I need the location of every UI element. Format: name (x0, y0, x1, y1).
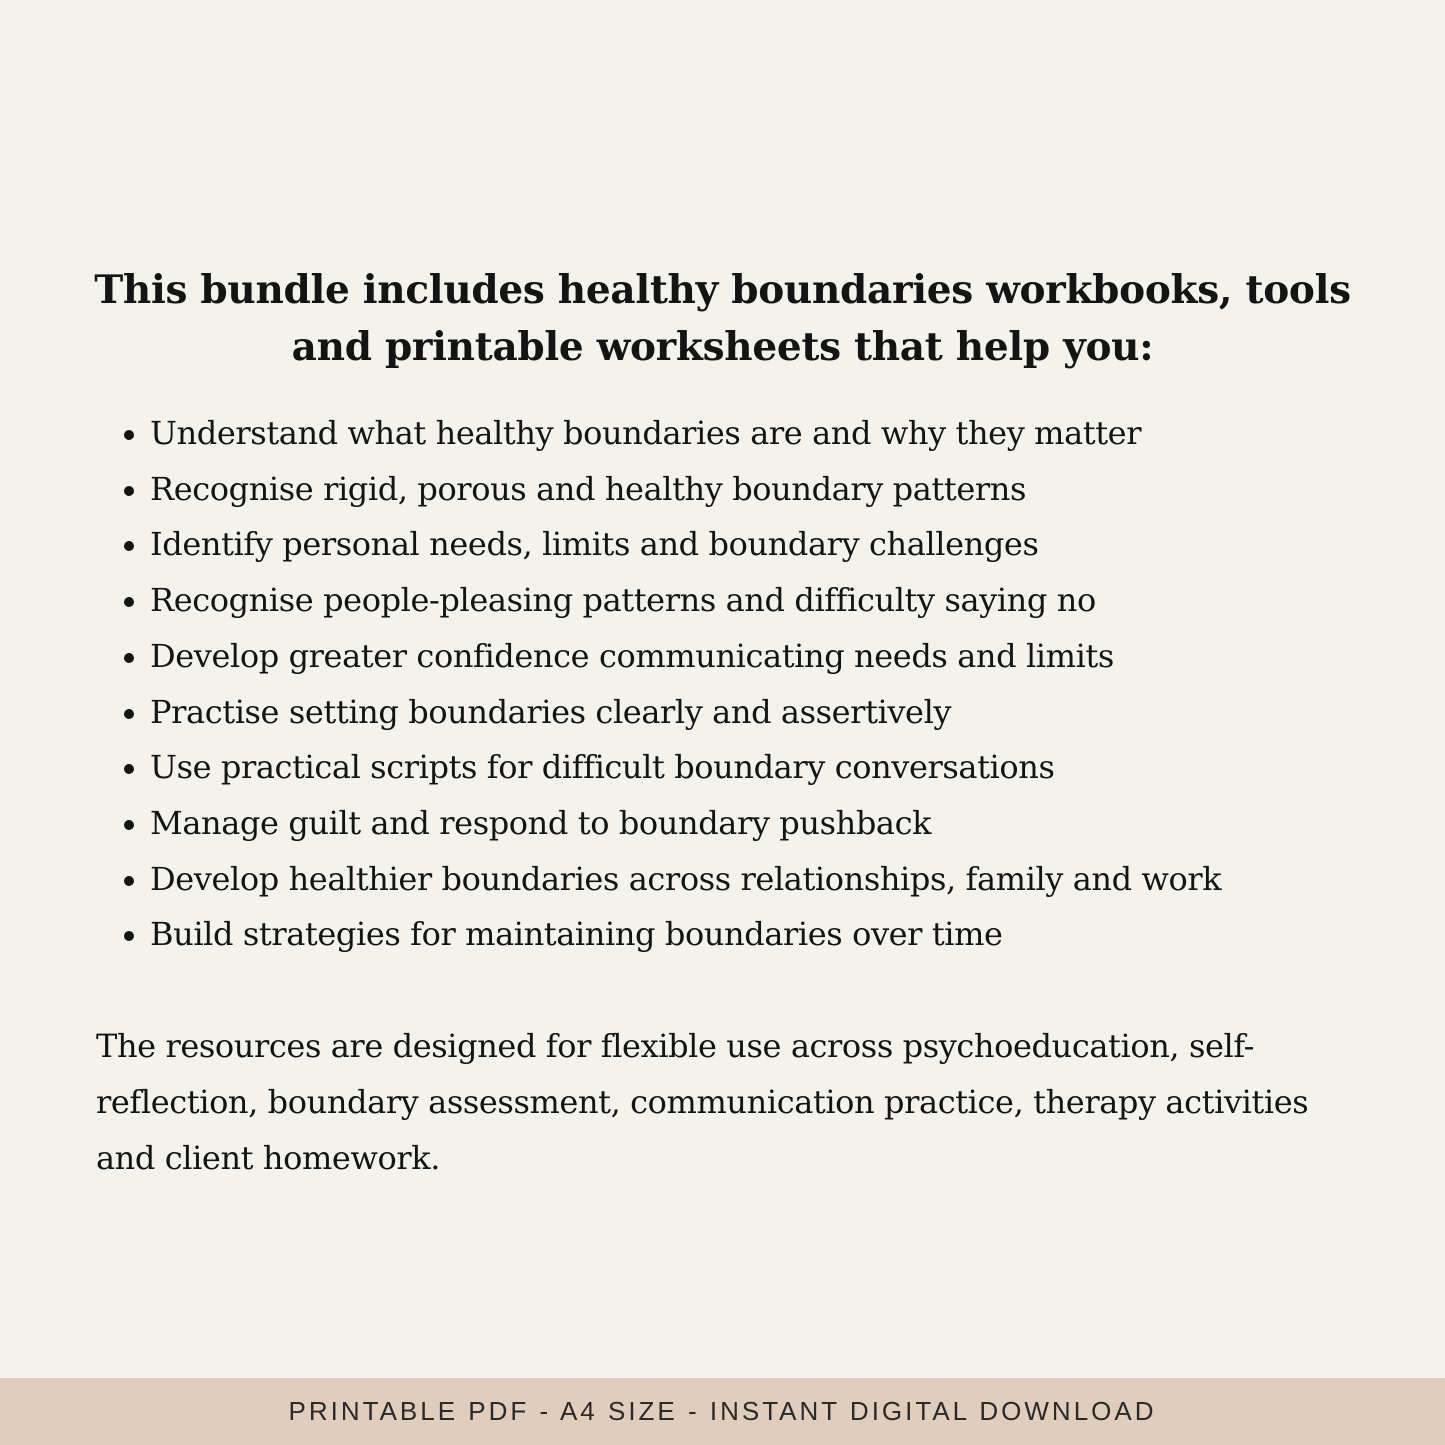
list-item-text: Recognise rigid, porous and healthy boundary patterns (150, 469, 1027, 508)
bullet-icon (124, 820, 134, 830)
heading-line-2: and printable worksheets that help you: (291, 324, 1154, 370)
paragraph-line-1: The resources are designed for flexible use across psychoeducation, self- (96, 1027, 1255, 1065)
bullet-icon (124, 597, 134, 607)
heading-line-1: This bundle includes healthy boundaries workbooks, tools (94, 267, 1351, 313)
bullet-icon (124, 709, 134, 719)
page-heading (60, 262, 1385, 376)
list-item-text: Identify personal needs, limits and boundary challenges (150, 525, 1039, 564)
list-item (150, 629, 1221, 685)
list-item (150, 907, 1221, 963)
list-item (150, 517, 1221, 573)
list-item (150, 462, 1221, 518)
list-item-text: Practise setting boundaries clearly and assertively (150, 692, 952, 731)
bullet-icon (124, 764, 134, 774)
list-item (150, 852, 1221, 908)
list-item-text: Develop greater confidence communicating needs and limits (150, 636, 1114, 675)
list-item-text: Understand what healthy boundaries are and why they matter (150, 414, 1142, 452)
list-item-text: Develop healthier boundaries across relationships, family and work (150, 859, 1222, 898)
list-item (150, 685, 1221, 741)
benefits-list (150, 406, 1221, 963)
bullet-icon (124, 876, 134, 886)
footer-banner (0, 1378, 1445, 1445)
bullet-icon (124, 653, 134, 663)
footer-text: PRINTABLE PDF - A4 SIZE - INSTANT DIGITAL DOWNLOAD (288, 1396, 1157, 1426)
list-item-text: Use practical scripts for difficult boundary conversations (150, 748, 1055, 787)
list-item (150, 796, 1221, 852)
bullet-icon (124, 931, 134, 941)
list-item-text: Build strategies for maintaining boundaries over time (150, 915, 1003, 954)
bullet-icon (124, 541, 134, 551)
list-item (150, 573, 1221, 629)
list-item (150, 406, 1221, 462)
list-item-text: Manage guilt and respond to boundary pushback (150, 803, 932, 842)
bullet-icon (124, 486, 134, 496)
bullet-icon (124, 430, 134, 440)
list-item (150, 740, 1221, 796)
paragraph-line-3: and client homework. (96, 1139, 440, 1177)
paragraph-line-2: reflection, boundary assessment, communication practice, therapy activities (96, 1083, 1309, 1121)
description-paragraph (96, 1018, 1356, 1186)
list-item-text: Recognise people-pleasing patterns and difficulty saying no (150, 581, 1096, 620)
